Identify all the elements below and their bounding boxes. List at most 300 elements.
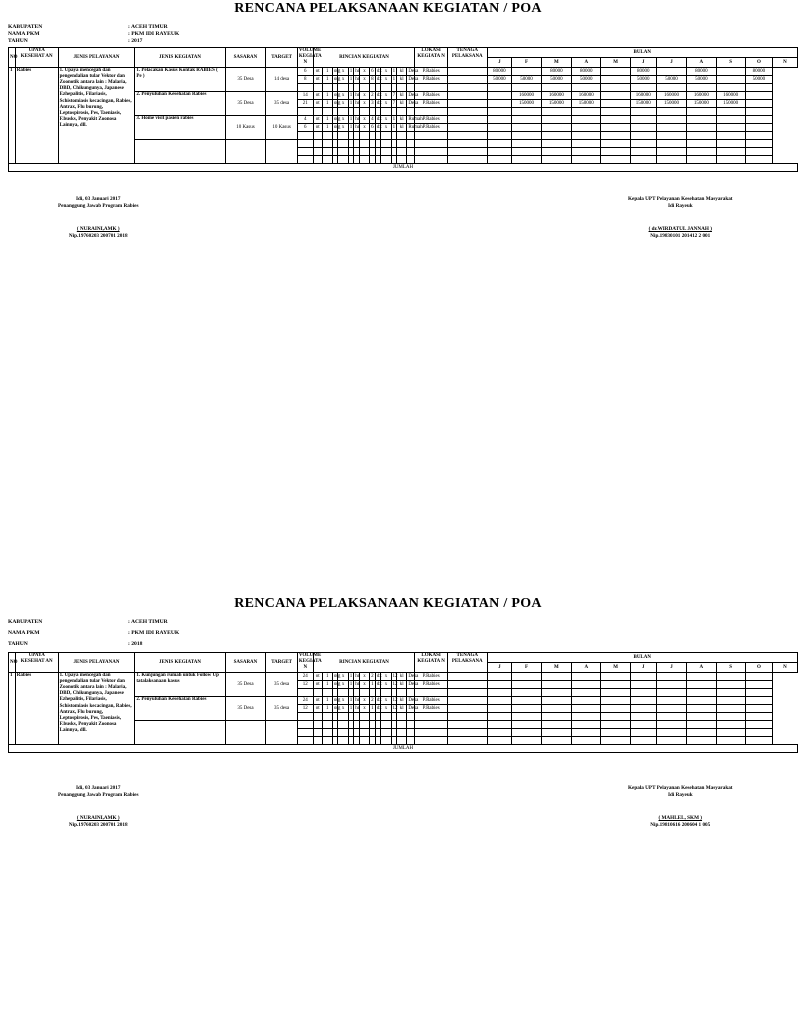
signature-nip: Nip.19760203 200701 2018 xyxy=(68,822,128,828)
cell-rincian: x xyxy=(338,75,348,83)
cell-month-amount xyxy=(630,688,656,696)
cell-rincian xyxy=(381,728,391,736)
cell-rincian: x xyxy=(359,67,369,75)
cell-rincian: dx xyxy=(376,681,382,687)
cell-rincian: x xyxy=(381,696,391,704)
cell-rincian: ot xyxy=(313,704,322,712)
cell-rincian: hr xyxy=(355,705,360,711)
cell-rincian: x xyxy=(338,91,348,99)
cell-target: 14 desa xyxy=(266,67,298,91)
cell-month-amount xyxy=(448,680,487,688)
cell-rincian xyxy=(338,688,348,696)
header-month: M xyxy=(541,662,571,672)
cell-month-amount xyxy=(601,696,630,704)
cell-month-amount xyxy=(601,139,630,147)
cell-lokasi: Desa xyxy=(408,100,419,106)
cell-month-amount xyxy=(448,91,487,99)
cell-rincian: org xyxy=(333,68,341,74)
header-month: J xyxy=(487,57,512,67)
cell-lokasi xyxy=(407,107,415,115)
meta-value: : ACEH TIMUR xyxy=(128,24,168,30)
cell-rincian: 6 xyxy=(371,124,374,130)
cell-month-amount xyxy=(512,139,541,147)
header-month: M xyxy=(601,662,630,672)
poa-table xyxy=(8,47,798,172)
cell-rincian xyxy=(338,139,348,147)
cell-rincian: 1 xyxy=(322,91,332,99)
cell-month-amount xyxy=(745,131,772,139)
cell-rincian xyxy=(313,155,322,163)
cell-lokasi: Rumah xyxy=(408,124,423,130)
header-month: A xyxy=(687,57,716,67)
cell-rincian: ot xyxy=(313,680,322,688)
cell-lokasi xyxy=(407,131,415,139)
cell-month-amount xyxy=(541,131,571,139)
cell-month-amount xyxy=(716,720,745,728)
cell-rincian xyxy=(338,147,348,155)
cell-month-amount xyxy=(448,139,487,147)
cell-month-amount xyxy=(745,696,772,704)
cell-rincian: ot xyxy=(313,75,322,83)
cell-rincian: hr xyxy=(355,697,360,703)
cell-month-amount xyxy=(448,672,487,680)
cell-month-amount xyxy=(745,680,772,688)
cell-rincian: x xyxy=(359,680,369,688)
signature-role: Penanggung Jawab Program Rabies xyxy=(58,792,139,798)
cell-jenis-kegiatan xyxy=(135,139,225,163)
cell-rincian xyxy=(397,688,407,696)
meta-row-tahun xyxy=(8,38,768,45)
cell-rincian: org xyxy=(333,697,341,703)
cell-tenaga xyxy=(415,147,448,155)
cell-month-amount: 150000 xyxy=(716,99,745,107)
cell-rincian: hr xyxy=(355,68,360,74)
signature-name: ( MAHLEL, SKM ) xyxy=(658,815,703,821)
cell-month-amount xyxy=(745,712,772,720)
cell-month-amount xyxy=(601,147,630,155)
cell-tenaga xyxy=(415,688,448,696)
cell-rincian xyxy=(313,688,322,696)
cell-month-amount: 160000 xyxy=(716,91,745,99)
cell-month-amount xyxy=(601,67,630,75)
cell-rincian: kl xyxy=(397,696,407,704)
cell-month-amount xyxy=(601,91,630,99)
cell-rincian: org xyxy=(333,681,341,687)
cell-rincian: 1 xyxy=(322,680,332,688)
cell-rincian xyxy=(322,83,332,91)
cell-rincian xyxy=(338,131,348,139)
cell-volume xyxy=(297,720,313,728)
cell-rincian: ot xyxy=(313,91,322,99)
cell-month-amount xyxy=(716,688,745,696)
header-sasaran: SASARAN xyxy=(225,48,266,68)
cell-rincian: org xyxy=(333,100,341,106)
signature-place: Idi Rayeuk xyxy=(667,203,693,209)
cell-month-amount xyxy=(716,139,745,147)
cell-rincian xyxy=(322,736,332,744)
cell-month-amount xyxy=(541,704,571,712)
cell-volume xyxy=(297,147,313,155)
cell-month-amount xyxy=(656,115,686,123)
cell-tenaga: P.Rabies xyxy=(415,67,448,75)
cell-month-amount xyxy=(572,115,601,123)
cell-month-amount xyxy=(745,155,772,163)
total-label: JUMLAH xyxy=(9,744,798,752)
cell-rincian xyxy=(313,131,322,139)
cell-rincian: kl xyxy=(397,99,407,107)
signature-right xyxy=(628,196,733,240)
cell-month-amount xyxy=(541,688,571,696)
cell-rincian: 6 xyxy=(371,68,374,74)
header-month: A xyxy=(572,662,601,672)
cell-month-amount xyxy=(745,672,772,680)
cell-rincian xyxy=(313,83,322,91)
cell-month-amount xyxy=(630,672,656,680)
cell-rincian: 1 xyxy=(371,705,374,711)
cell-rincian: x xyxy=(338,99,348,107)
cell-rincian: dx xyxy=(376,124,382,130)
cell-rincian: kl xyxy=(397,91,407,99)
document-title: RENCANA PELAKSANAAN KEGIATAN / POA xyxy=(234,596,542,611)
cell-month-amount xyxy=(630,131,656,139)
meta-row-kabupaten xyxy=(8,617,768,628)
cell-month-amount xyxy=(572,680,601,688)
cell-month-amount: 150000 xyxy=(572,99,601,107)
cell-rincian: 12 xyxy=(392,681,398,687)
cell-month-amount xyxy=(512,688,541,696)
cell-rincian: x xyxy=(359,123,369,131)
cell-month-amount xyxy=(512,107,541,115)
cell-month-amount xyxy=(541,720,571,728)
cell-month-amount xyxy=(512,672,541,680)
cell-month-amount xyxy=(512,720,541,728)
meta-row-tahun xyxy=(8,639,768,650)
header-no: NO xyxy=(9,653,16,673)
cell-month-amount xyxy=(487,688,512,696)
cell-volume: 24 xyxy=(297,696,313,704)
cell-month-amount xyxy=(630,712,656,720)
cell-rincian xyxy=(359,131,369,139)
cell-rincian: hr xyxy=(355,116,360,122)
cell-target xyxy=(266,139,298,163)
cell-month-amount xyxy=(745,107,772,115)
cell-lokasi xyxy=(407,688,415,696)
cell-month-amount xyxy=(601,736,630,744)
cell-tenaga xyxy=(415,131,448,139)
cell-month-amount xyxy=(512,131,541,139)
cell-month-amount xyxy=(541,696,571,704)
cell-month-amount xyxy=(601,75,630,83)
cell-rincian xyxy=(322,147,332,155)
cell-month-amount xyxy=(716,672,745,680)
cell-rincian xyxy=(381,83,391,91)
meta-label: NAMA PKM xyxy=(8,31,40,37)
cell-month-amount xyxy=(448,736,487,744)
cell-rincian xyxy=(322,728,332,736)
cell-rincian xyxy=(397,83,407,91)
header-month: A xyxy=(572,57,601,67)
cell-rincian: dx xyxy=(376,705,382,711)
cell-tenaga: P.Rabies xyxy=(415,123,448,131)
cell-rincian: dx xyxy=(376,68,382,74)
cell-rincian xyxy=(397,712,407,720)
cell-month-amount xyxy=(601,720,630,728)
header-lokasi: LOKASI KEGIATA N xyxy=(415,653,448,673)
cell-month-amount xyxy=(745,91,772,99)
cell-month-amount xyxy=(487,99,512,107)
cell-lokasi: Desa xyxy=(408,681,419,687)
cell-rincian xyxy=(322,131,332,139)
cell-month-amount xyxy=(687,672,716,680)
cell-month-amount: 50000 xyxy=(656,75,686,83)
cell-month-amount xyxy=(601,672,630,680)
cell-rincian: hr xyxy=(355,100,360,106)
cell-rincian: x xyxy=(381,672,391,680)
cell-volume xyxy=(297,155,313,163)
cell-month-amount xyxy=(716,83,745,91)
signature-nip: Nip.19810616 200604 1 005 xyxy=(650,822,711,828)
cell-month-amount: 80000 xyxy=(541,67,571,75)
cell-month-amount xyxy=(716,736,745,744)
header-month: J xyxy=(630,662,656,672)
cell-rincian: ot xyxy=(313,123,322,131)
cell-rincian: x xyxy=(381,91,391,99)
header-no: NO xyxy=(9,48,16,68)
cell-rincian xyxy=(397,131,407,139)
cell-volume: 4 xyxy=(297,115,313,123)
cell-month-amount xyxy=(687,155,716,163)
cell-rincian xyxy=(313,720,322,728)
cell-target: 35 desa xyxy=(266,91,298,115)
cell-month-amount xyxy=(656,696,686,704)
cell-rincian xyxy=(397,728,407,736)
cell-month-amount: 50000 xyxy=(745,75,772,83)
cell-month-amount xyxy=(512,83,541,91)
cell-rincian: x xyxy=(359,696,369,704)
cell-month-amount xyxy=(572,728,601,736)
cell-month-amount xyxy=(487,712,512,720)
cell-month-amount: 80000 xyxy=(687,67,716,75)
cell-month-amount xyxy=(487,131,512,139)
cell-rincian: x xyxy=(359,704,369,712)
header-month: J xyxy=(630,57,656,67)
header-month: M xyxy=(601,57,630,67)
cell-month-amount xyxy=(745,728,772,736)
cell-rincian: dx xyxy=(376,76,382,82)
cell-month-amount: 80000 xyxy=(487,67,512,75)
cell-month-amount xyxy=(716,704,745,712)
cell-sasaran xyxy=(225,139,266,163)
cell-rincian xyxy=(397,107,407,115)
cell-rincian xyxy=(359,736,369,744)
cell-rincian xyxy=(381,712,391,720)
cell-rincian xyxy=(359,107,369,115)
cell-month-amount: 160000 xyxy=(541,91,571,99)
cell-month-amount xyxy=(448,131,487,139)
header-month: J xyxy=(656,662,686,672)
cell-rincian xyxy=(359,688,369,696)
cell-lokasi xyxy=(407,139,415,147)
cell-month-amount xyxy=(541,728,571,736)
cell-lokasi: Desa xyxy=(408,673,419,679)
cell-volume: 12 xyxy=(297,704,313,712)
cell-month-amount xyxy=(601,107,630,115)
cell-month-amount xyxy=(487,704,512,712)
total-row xyxy=(9,744,798,752)
cell-month-amount xyxy=(601,680,630,688)
cell-month-amount xyxy=(601,712,630,720)
signature-left xyxy=(58,196,138,240)
cell-rincian: x xyxy=(381,99,391,107)
document-title: RENCANA PELAKSANAAN KEGIATAN / POA xyxy=(234,1,542,16)
cell-month-amount xyxy=(572,107,601,115)
cell-month-amount xyxy=(487,696,512,704)
cell-month-amount xyxy=(541,139,571,147)
cell-month-amount xyxy=(487,107,512,115)
cell-rincian xyxy=(322,155,332,163)
cell-sasaran: 35 Desa xyxy=(225,672,266,696)
cell-rincian: 1 xyxy=(322,123,332,131)
header-volume: VOLUME KEGIATA N xyxy=(298,48,322,66)
cell-month-amount xyxy=(448,147,487,155)
cell-month-amount xyxy=(541,115,571,123)
cell-upaya: Rabies xyxy=(15,672,58,744)
cell-rincian: x xyxy=(381,75,391,83)
cell-month-amount xyxy=(745,139,772,147)
cell-upaya: Rabies xyxy=(15,67,58,163)
cell-rincian: x xyxy=(381,704,391,712)
cell-month-amount xyxy=(448,75,487,83)
cell-month-amount xyxy=(656,704,686,712)
cell-month-amount xyxy=(716,123,745,131)
signature-left xyxy=(58,785,138,829)
cell-volume xyxy=(297,83,313,91)
cell-month-amount xyxy=(687,712,716,720)
total-row xyxy=(9,163,798,171)
header-bulan: BULAN xyxy=(487,653,798,663)
cell-tenaga: P.Rabies xyxy=(415,115,448,123)
table-row xyxy=(9,672,798,680)
cell-month-amount xyxy=(512,712,541,720)
header-tenaga: TENAGA PELAKSANA xyxy=(448,48,487,68)
cell-month-amount xyxy=(687,704,716,712)
cell-rincian xyxy=(322,712,332,720)
cell-rincian xyxy=(359,712,369,720)
cell-month-amount xyxy=(745,83,772,91)
meta-label: NAMA PKM xyxy=(8,630,40,636)
cell-month-amount xyxy=(745,704,772,712)
cell-month-amount xyxy=(687,736,716,744)
poa-document-2017 xyxy=(8,0,787,250)
cell-rincian: kl xyxy=(397,704,407,712)
header-month: N xyxy=(772,57,797,67)
cell-tenaga: P.Rabies xyxy=(415,75,448,83)
cell-rincian xyxy=(322,688,332,696)
table-row xyxy=(9,67,798,75)
cell-month-amount xyxy=(487,680,512,688)
cell-month-amount xyxy=(512,680,541,688)
cell-month-amount xyxy=(687,83,716,91)
cell-lokasi xyxy=(407,147,415,155)
cell-month-amount xyxy=(716,147,745,155)
cell-month-amount xyxy=(487,155,512,163)
cell-target: 35 desa xyxy=(266,672,298,696)
cell-month-amount xyxy=(745,99,772,107)
cell-rincian: 4 xyxy=(371,116,374,122)
cell-rincian xyxy=(338,83,348,91)
cell-month-amount xyxy=(512,704,541,712)
cell-volume xyxy=(297,736,313,744)
cell-rincian xyxy=(381,720,391,728)
cell-rincian: 7 xyxy=(392,92,396,98)
cell-tenaga xyxy=(415,736,448,744)
cell-month-amount xyxy=(656,672,686,680)
cell-rincian: x xyxy=(359,115,369,123)
cell-lokasi xyxy=(407,712,415,720)
cell-tenaga: P.Rabies xyxy=(415,696,448,704)
signature-nip: Nip.19760203 200701 2018 xyxy=(68,233,128,239)
cell-month-amount xyxy=(572,712,601,720)
cell-month-amount: 150000 xyxy=(512,99,541,107)
cell-rincian: 1 xyxy=(392,124,396,130)
cell-month-amount xyxy=(687,107,716,115)
cell-month-amount xyxy=(630,696,656,704)
cell-volume: 8 xyxy=(297,75,313,83)
cell-rincian xyxy=(338,712,348,720)
cell-month-amount xyxy=(630,147,656,155)
meta-value: : ACEH TIMUR xyxy=(128,619,168,625)
cell-month-amount: 50000 xyxy=(512,75,541,83)
header-jenis-kegiatan: JENIS KEGIATAN xyxy=(135,653,225,673)
cell-month-amount xyxy=(572,139,601,147)
cell-rincian: 12 xyxy=(392,697,398,703)
cell-month-amount xyxy=(487,720,512,728)
cell-month-amount xyxy=(716,712,745,720)
cell-month-amount: 50000 xyxy=(541,75,571,83)
cell-rincian: hr xyxy=(355,124,360,130)
cell-month-amount xyxy=(448,728,487,736)
header-lokasi: LOKASI KEGIATA N xyxy=(415,48,448,68)
cell-rincian: 1 xyxy=(322,99,332,107)
cell-month-amount xyxy=(512,696,541,704)
cell-rincian: 7 xyxy=(392,100,396,106)
cell-month-amount: 160000 xyxy=(656,91,686,99)
cell-tenaga: P.Rabies xyxy=(415,704,448,712)
signature-name: ( dr.WIRDATUL JANNAH ) xyxy=(648,226,712,232)
cell-rincian: org xyxy=(333,124,341,130)
cell-tenaga xyxy=(415,720,448,728)
cell-rincian xyxy=(397,736,407,744)
cell-rincian: org xyxy=(333,705,341,711)
cell-month-amount xyxy=(630,123,656,131)
cell-month-amount xyxy=(572,720,601,728)
cell-volume xyxy=(297,712,313,720)
cell-target: 10 Kasus xyxy=(266,115,298,139)
cell-rincian xyxy=(338,720,348,728)
cell-rincian xyxy=(338,107,348,115)
cell-rincian: org xyxy=(333,673,341,679)
cell-month-amount xyxy=(487,147,512,155)
header-row xyxy=(9,653,798,663)
cell-jenis-pelayanan: 1. Upaya mencegah dan pengendalian tular Vektor dan Zoonotik antara lain : Malaria, DBD, Chikungunya, Japanese Ezhepalitis, Filariasis, Schistomiasis kecacingan, Rabies, Antrax, Flu burung, Leptospirosis, Pes, Taeniasis, F.busks, Penyakit Zoonosa Lainnya, dll. xyxy=(58,672,135,744)
meta-label: KABUPATEN xyxy=(8,619,43,625)
header-month: S xyxy=(716,57,745,67)
cell-month-amount xyxy=(541,736,571,744)
cell-rincian: x xyxy=(381,680,391,688)
document-meta xyxy=(8,617,768,650)
cell-rincian: x xyxy=(338,680,348,688)
cell-month-amount xyxy=(745,720,772,728)
